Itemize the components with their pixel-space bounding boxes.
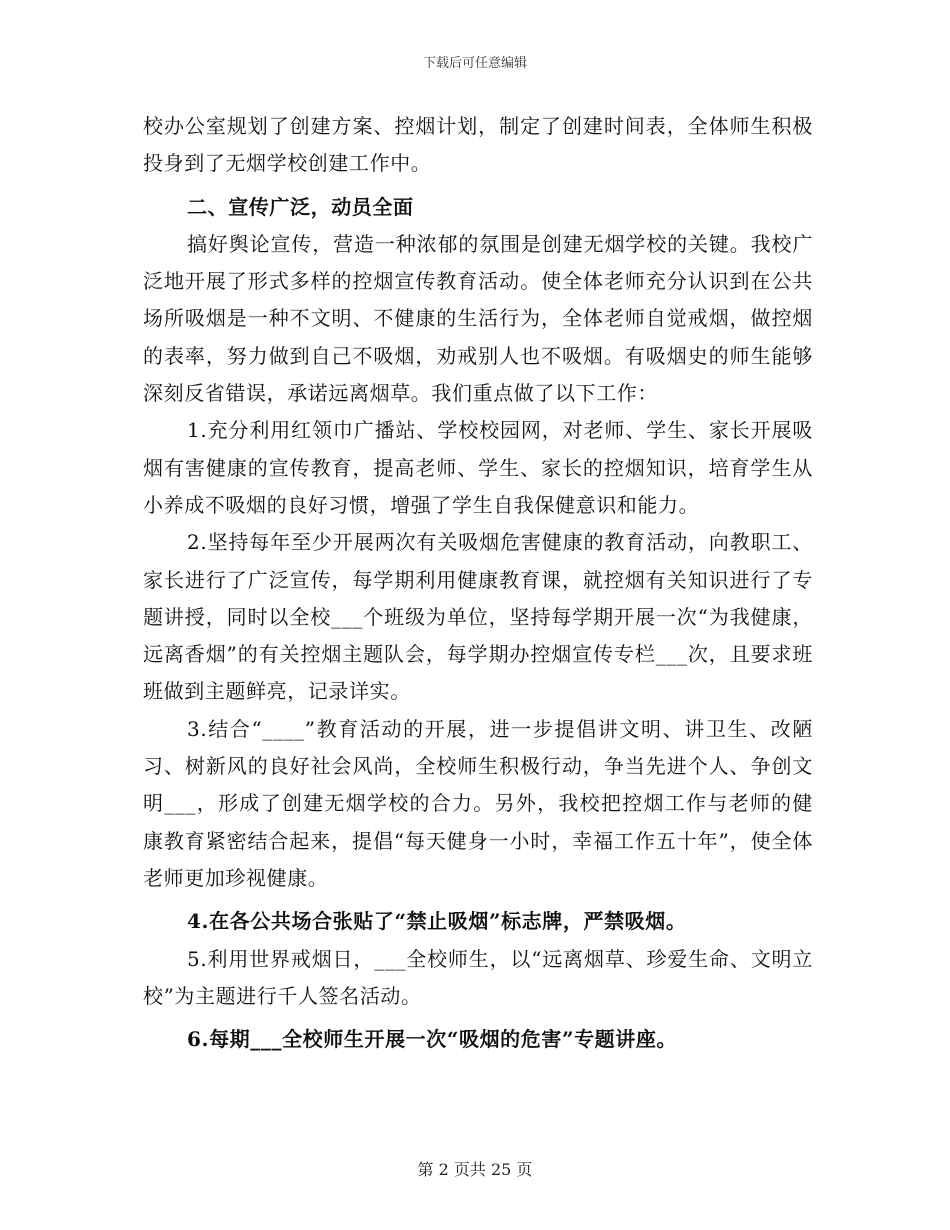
list-item-5: 5.利用世界戒烟日，___全校师生，以“远离烟草、珍爱生命、文明立校”为主题进行千人签名活动。 — [143, 946, 813, 1008]
list-item-2: 2.坚持每年至少开展两次有关吸烟危害健康的教育活动，向教职工、家长进行了广泛宣传，每学期利用健康教育课，就控烟有关知识进行了专题讲授，同时以全校___个班级为单位，坚持每学期开展一次“为我健康，远离香烟”的有关控烟主题队会，每学期办控烟宣传专栏___次，且要求班班做到主题鲜亮，记录详实。 — [143, 530, 813, 704]
list-item-1: 1.充分利用红领巾广播站、学校校园网，对老师、学生、家长开展吸烟有害健康的宣传教育，提高老师、学生、家长的控烟知识，培育学生从小养成不吸烟的良好习惯，增强了学生自我保健意识和能力。 — [143, 418, 813, 517]
paragraph-publicity: 搞好舆论宣传，营造一种浓郁的氛围是创建无烟学校的关键。我校广泛地开展了形式多样的控烟宣传教育活动。使全体老师充分认识到在公共场所吸烟是一种不文明、不健康的生活行为，全体老师自觉戒烟，做控烟的表率，努力做到自己不吸烟，劝戒别人也不吸烟。有吸烟史的师生能够深刻反省错误，承诺远离烟草。我们重点做了以下工作： — [143, 231, 813, 406]
list-item-4: 4.在各公共场合张贴了“禁止吸烟”标志牌，严禁吸烟。 — [187, 909, 687, 934]
section-heading: 二、宣传广泛，动员全面 — [187, 194, 414, 219]
list-item-6: 6.每期___全校师生开展一次“吸烟的危害”专题讲座。 — [187, 1027, 678, 1052]
page-header: 下载后可任意编辑 — [422, 56, 527, 71]
paragraph-intro: 校办公室规划了创建方案、控烟计划，制定了创建时间表，全体师生积极投身到了无烟学校创建工作中。 — [143, 114, 813, 176]
page-footer: 第 2 页共 25 页 — [417, 1160, 533, 1179]
list-item-3: 3.结合“____”教育活动的开展，进一步提倡讲文明、讲卫生、改陋习、树新风的良好社会风尚，全校师生积极行动，争当先进个人、争创文明___，形成了创建无烟学校的合力。另外，我校把控烟工作与老师的健康教育紧密结合起来，提倡“每天健身一小时，幸福工作五十年”，使全体老师更加珍视健康。 — [143, 716, 813, 890]
document-body — [143, 108, 813, 1058]
